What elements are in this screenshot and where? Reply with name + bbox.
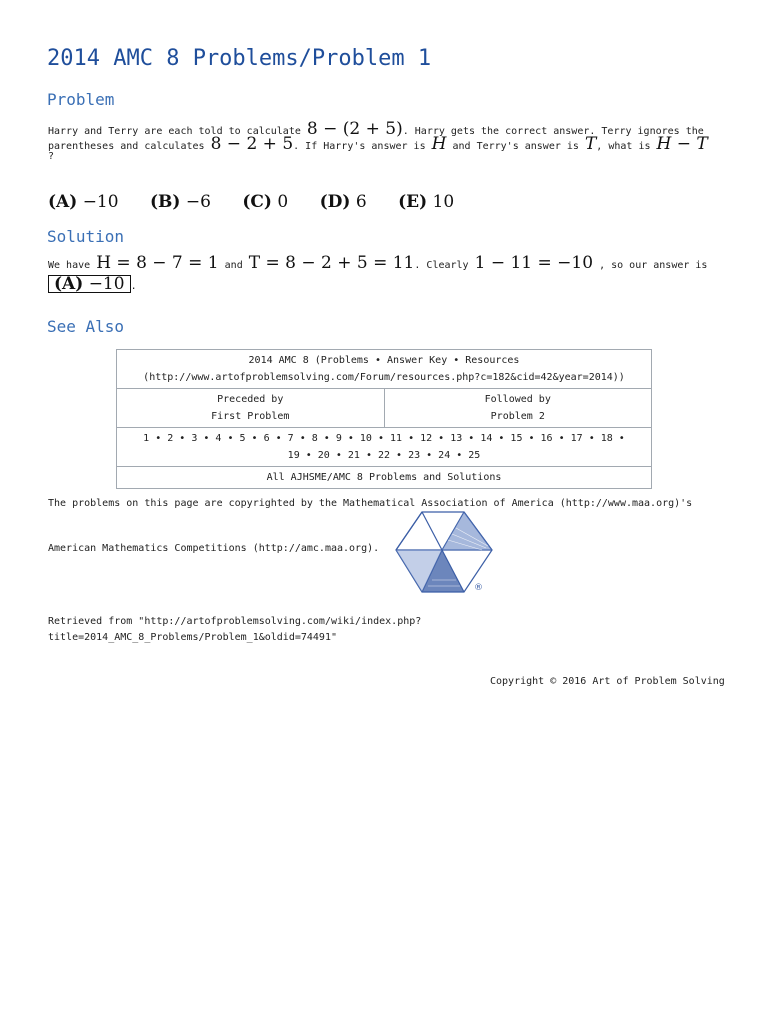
solution-text: , so our answer is	[599, 260, 708, 271]
followed-link[interactable]: Problem 2	[490, 411, 545, 422]
all-problems-link[interactable]: All AJHSME/AMC 8 Problems and Solutions	[266, 472, 502, 483]
solution-text: . Clearly	[414, 260, 469, 271]
choice-value: 6	[355, 192, 367, 212]
solution-text: and	[224, 260, 243, 271]
problem-number-links[interactable]: 1 • 2 • 3 • 4 • 5 • 6 • 7 • 8 • 9 • 10 • 11 • 12 • 13 • 14 • 15 • 16 • 17 • 18 •	[143, 433, 625, 444]
math-expression: H = 8 − 7 = 1	[96, 253, 219, 273]
problem-text: . Harry gets the correct answer. Terry ignores the	[402, 126, 704, 137]
problem-heading: Problem	[47, 90, 115, 109]
copyright-note-line1: The problems on this page are copyrighted by the Mathematical Association of America (http://www.maa.org)'s	[48, 498, 693, 509]
resources-link[interactable]: (http://www.artofproblemsolving.com/Forum/resources.php?c=182&cid=42&year=2014))	[143, 372, 625, 383]
choice-value: 0	[277, 192, 289, 212]
problem-text: . If Harry's answer is	[293, 141, 426, 152]
problem-text: and Terry's answer is	[452, 141, 579, 152]
choice-value: 10	[432, 192, 455, 212]
retrieved-link[interactable]: title=2014_AMC_8_Problems/Problem_1&oldid=74491"	[48, 632, 337, 643]
math-expression: 8 − (2 + 5)	[306, 119, 403, 139]
answer-choices	[48, 192, 480, 212]
retrieved-from	[48, 614, 421, 646]
problem-text: Harry and Terry are each told to calculate	[48, 126, 301, 137]
retrieved-line: Retrieved from "http://artofproblemsolving.com/wiki/index.php?	[48, 616, 422, 627]
followed-label: Followed by	[484, 394, 551, 405]
navigation-table	[116, 349, 652, 489]
problem-numbers-cell	[117, 428, 652, 467]
preceded-link[interactable]: First Problem	[211, 411, 290, 422]
choice-c	[242, 192, 288, 212]
math-expression: T = 8 − 2 + 5 = 11	[248, 253, 415, 273]
solution-text: .	[130, 281, 137, 292]
footer-copyright: Copyright © 2016 Art of Problem Solving	[490, 676, 725, 687]
math-expression: 8 − 2 + 5	[210, 134, 294, 154]
copyright-note-line2: American Mathematics Competitions (http://amc.maa.org).	[48, 543, 380, 554]
answer-letter: (A)	[54, 274, 84, 294]
problem-number-links[interactable]: 19 • 20 • 21 • 22 • 23 • 24 • 25	[287, 450, 481, 461]
choice-d	[320, 192, 367, 212]
math-variable: H	[431, 134, 447, 154]
preceded-label: Preceded by	[217, 394, 284, 405]
page-title: 2014 AMC 8 Problems/Problem 1	[47, 46, 432, 71]
solution-text: We have	[48, 260, 91, 271]
followed-cell	[384, 389, 652, 428]
choice-letter: (C)	[242, 192, 272, 212]
choice-letter: (E)	[398, 192, 428, 212]
nav-header	[117, 350, 652, 389]
choice-value: −6	[185, 192, 211, 212]
preceded-cell	[117, 389, 385, 428]
see-also-heading: See Also	[47, 317, 125, 336]
maa-logo-icon	[392, 510, 496, 594]
answer-value: −10	[88, 274, 125, 294]
problem-text: , what is	[596, 141, 651, 152]
choice-letter: (A)	[48, 192, 78, 212]
registered-mark: ®	[474, 583, 483, 593]
choice-letter: (B)	[149, 192, 181, 212]
choice-value: −10	[82, 192, 119, 212]
math-expression: 1 − 11 = −10	[474, 253, 594, 273]
problem-text: parentheses and calculates	[48, 141, 205, 152]
problem-text: ?	[48, 151, 55, 162]
math-expression: H − T	[656, 134, 708, 154]
nav-header-line: 2014 AMC 8 (Problems • Answer Key • Resources	[248, 355, 520, 366]
all-problems-cell	[117, 467, 652, 489]
solution-heading: Solution	[47, 227, 125, 246]
choice-letter: (D)	[319, 192, 351, 212]
solution-text	[48, 253, 738, 294]
math-variable: T	[584, 134, 597, 154]
problem-statement	[48, 119, 738, 164]
choice-e	[398, 192, 454, 212]
boxed-answer	[48, 275, 131, 293]
choice-a	[48, 192, 119, 212]
choice-b	[150, 192, 211, 212]
